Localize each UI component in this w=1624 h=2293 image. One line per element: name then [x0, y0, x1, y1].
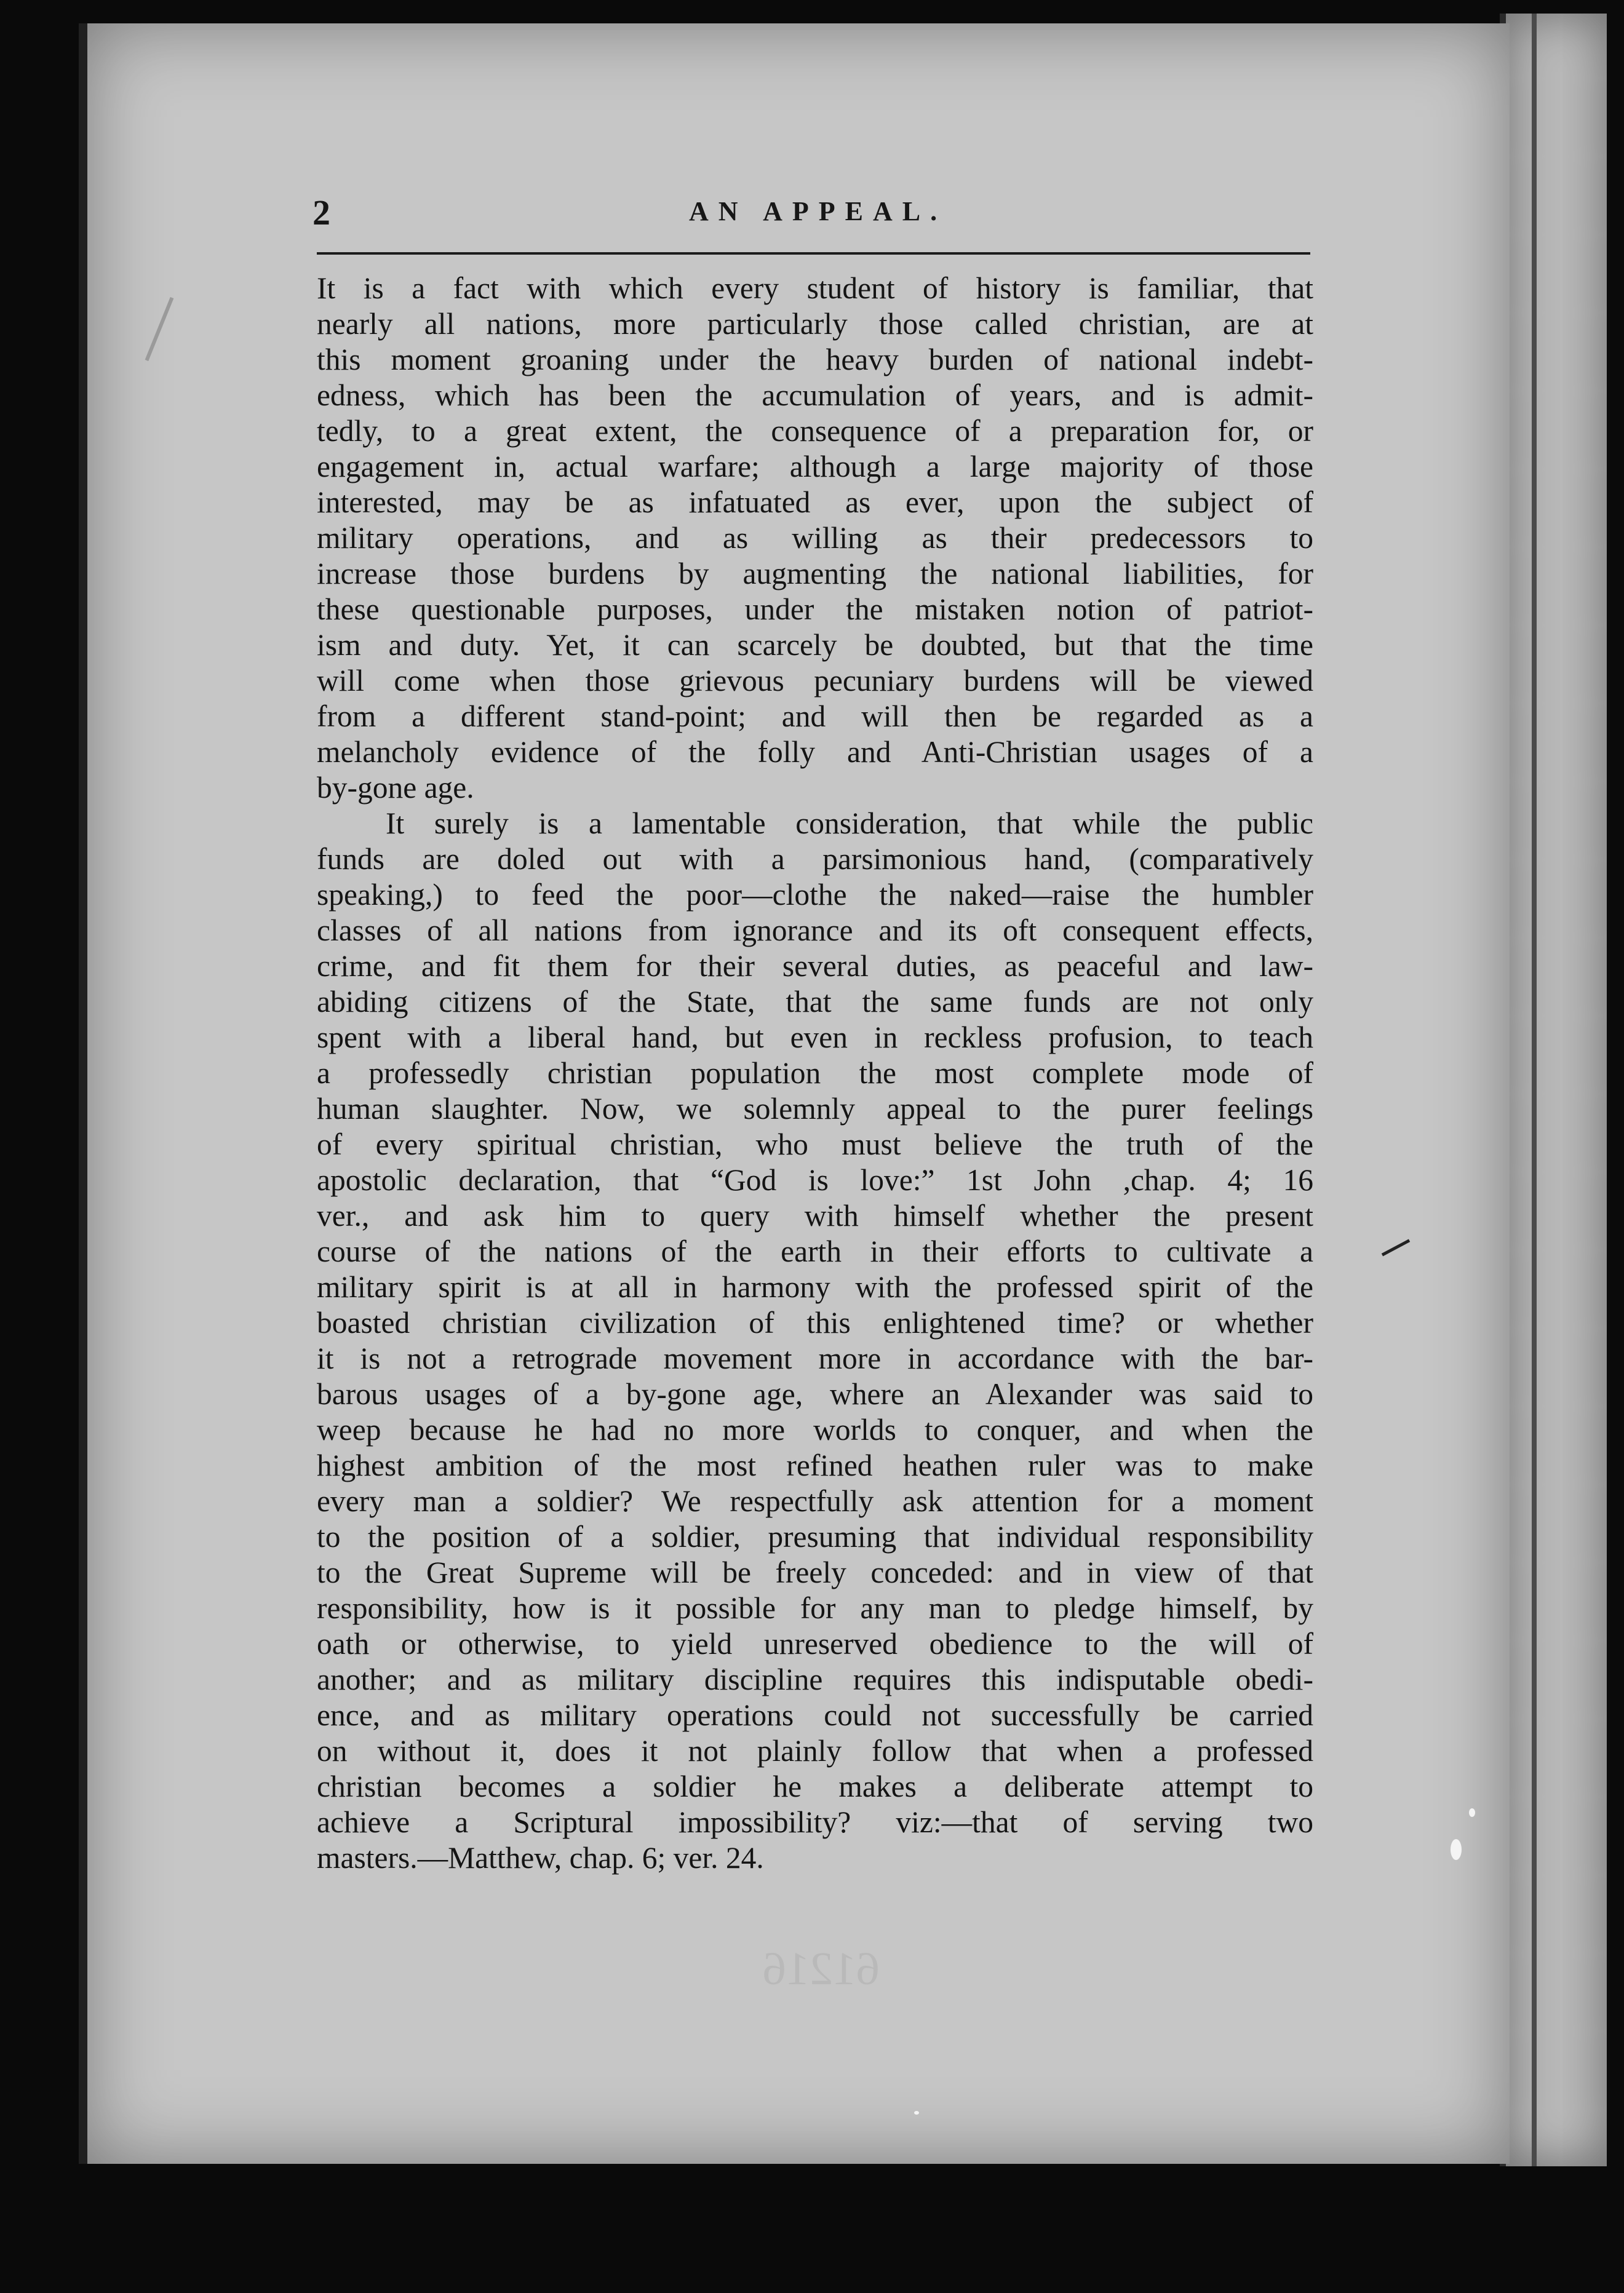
text-line: military operations, and as willing as their predecessors to — [317, 521, 1313, 555]
text-line: tedly, to a great extent, the consequence of a preparation for, or — [317, 414, 1313, 448]
text-line: funds are doled out with a parsimonious hand, (comparatively — [317, 842, 1313, 876]
page-gutter-line — [1532, 14, 1537, 2166]
text-line: of every spiritual christian, who must believe the truth of the — [317, 1127, 1313, 1161]
text-line: highest ambition of the most refined heathen ruler was to make — [317, 1449, 1313, 1482]
text-line: ver., and ask him to query with himself whether the present — [317, 1199, 1313, 1233]
text-line: every man a soldier? We respectfully ask attention for a moment — [317, 1484, 1313, 1518]
text-line: responsibility, how is it possible for any man to pledge himself, by — [317, 1591, 1313, 1625]
text-line: human slaughter. Now, we solemnly appeal to the purer feelings — [317, 1092, 1313, 1126]
text-line: it is not a retrograde movement more in accordance with the bar- — [317, 1341, 1313, 1375]
text-line: increase those burdens by augmenting the national liabilities, for — [317, 557, 1313, 590]
paragraph-end-line: by-gone age. — [317, 771, 474, 805]
scan-speck — [1451, 1839, 1462, 1860]
text-line: to the position of a soldier, presuming that individual responsibility — [317, 1520, 1313, 1554]
text-line: military spirit is at all in harmony with the professed spirit of the — [317, 1270, 1313, 1304]
text-line: christian becomes a soldier he makes a deliberate attempt to — [317, 1770, 1313, 1803]
body-text — [317, 271, 1313, 1876]
text-line: this moment groaning under the heavy burden of national indebt- — [317, 343, 1313, 376]
text-line: speaking,) to feed the poor—clothe the naked—raise the humbler — [317, 878, 1313, 912]
text-line: It is a fact with which every student of history is familiar, that — [317, 271, 1313, 305]
text-line: achieve a Scriptural impossibility? viz:—that of serving two — [317, 1805, 1313, 1839]
page-number: 2 — [312, 193, 330, 232]
text-line: ism and duty. Yet, it can scarcely be doubted, but that the time — [317, 628, 1313, 662]
text-line: a professedly christian population the most complete mode of — [317, 1056, 1313, 1090]
text-line: edness, which has been the accumulation of years, and is admit- — [317, 378, 1313, 412]
paragraph-start-line: It surely is a lamentable consideration, that while the public — [386, 806, 1313, 840]
text-line: apostolic declaration, that “God is love:” 1st John ,chap. 4; 16 — [317, 1163, 1313, 1197]
text-line: interested, may be as infatuated as ever, upon the subject of — [317, 485, 1313, 519]
text-line: course of the nations of the earth in their efforts to cultivate a — [317, 1234, 1313, 1268]
paragraph-end-line: masters.—Matthew, chap. 6; ver. 24. — [317, 1841, 764, 1875]
text-line: oath or otherwise, to yield unreserved obedience to the will of — [317, 1627, 1313, 1661]
text-line: another; and as military discipline requires this indisputable obedi- — [317, 1663, 1313, 1696]
text-line: melancholy evidence of the folly and Anti-Christian usages of a — [317, 735, 1313, 769]
running-head: AN APPEAL. — [689, 196, 947, 226]
text-line: spent with a liberal hand, but even in reckless profusion, to teach — [317, 1020, 1313, 1054]
text-line: to the Great Supreme will be freely conceded: and in view of that — [317, 1556, 1313, 1589]
text-line: will come when those grievous pecuniary burdens will be viewed — [317, 664, 1313, 697]
text-line: crime, and fit them for their several duties, as peaceful and law- — [317, 949, 1313, 983]
scan-speck — [1469, 1808, 1475, 1817]
scan-speck — [914, 2111, 919, 2115]
text-line: nearly all nations, more particularly those called christian, are at — [317, 307, 1313, 341]
bleed-through-number: 61216 — [763, 1943, 880, 1995]
facing-page-edge — [1500, 14, 1607, 2166]
text-line: ence, and as military operations could not successfully be carried — [317, 1698, 1313, 1732]
text-line: from a different stand-point; and will then be regarded as a — [317, 699, 1313, 733]
text-line: boasted christian civilization of this enlightened time? or whether — [317, 1306, 1313, 1340]
text-line: classes of all nations from ignorance and its oft consequent effects, — [317, 913, 1313, 947]
text-line: barous usages of a by-gone age, where an Alexander was said to — [317, 1377, 1313, 1411]
text-line: engagement in, actual warfare; although a large majority of those — [317, 450, 1313, 483]
header-rule — [317, 252, 1310, 255]
text-line: weep because he had no more worlds to conquer, and when the — [317, 1413, 1313, 1447]
text-line: on without it, does it not plainly follow that when a professed — [317, 1734, 1313, 1768]
text-line: these questionable purposes, under the mistaken notion of patriot- — [317, 592, 1313, 626]
text-line: abiding citizens of the State, that the same funds are not only — [317, 985, 1313, 1019]
